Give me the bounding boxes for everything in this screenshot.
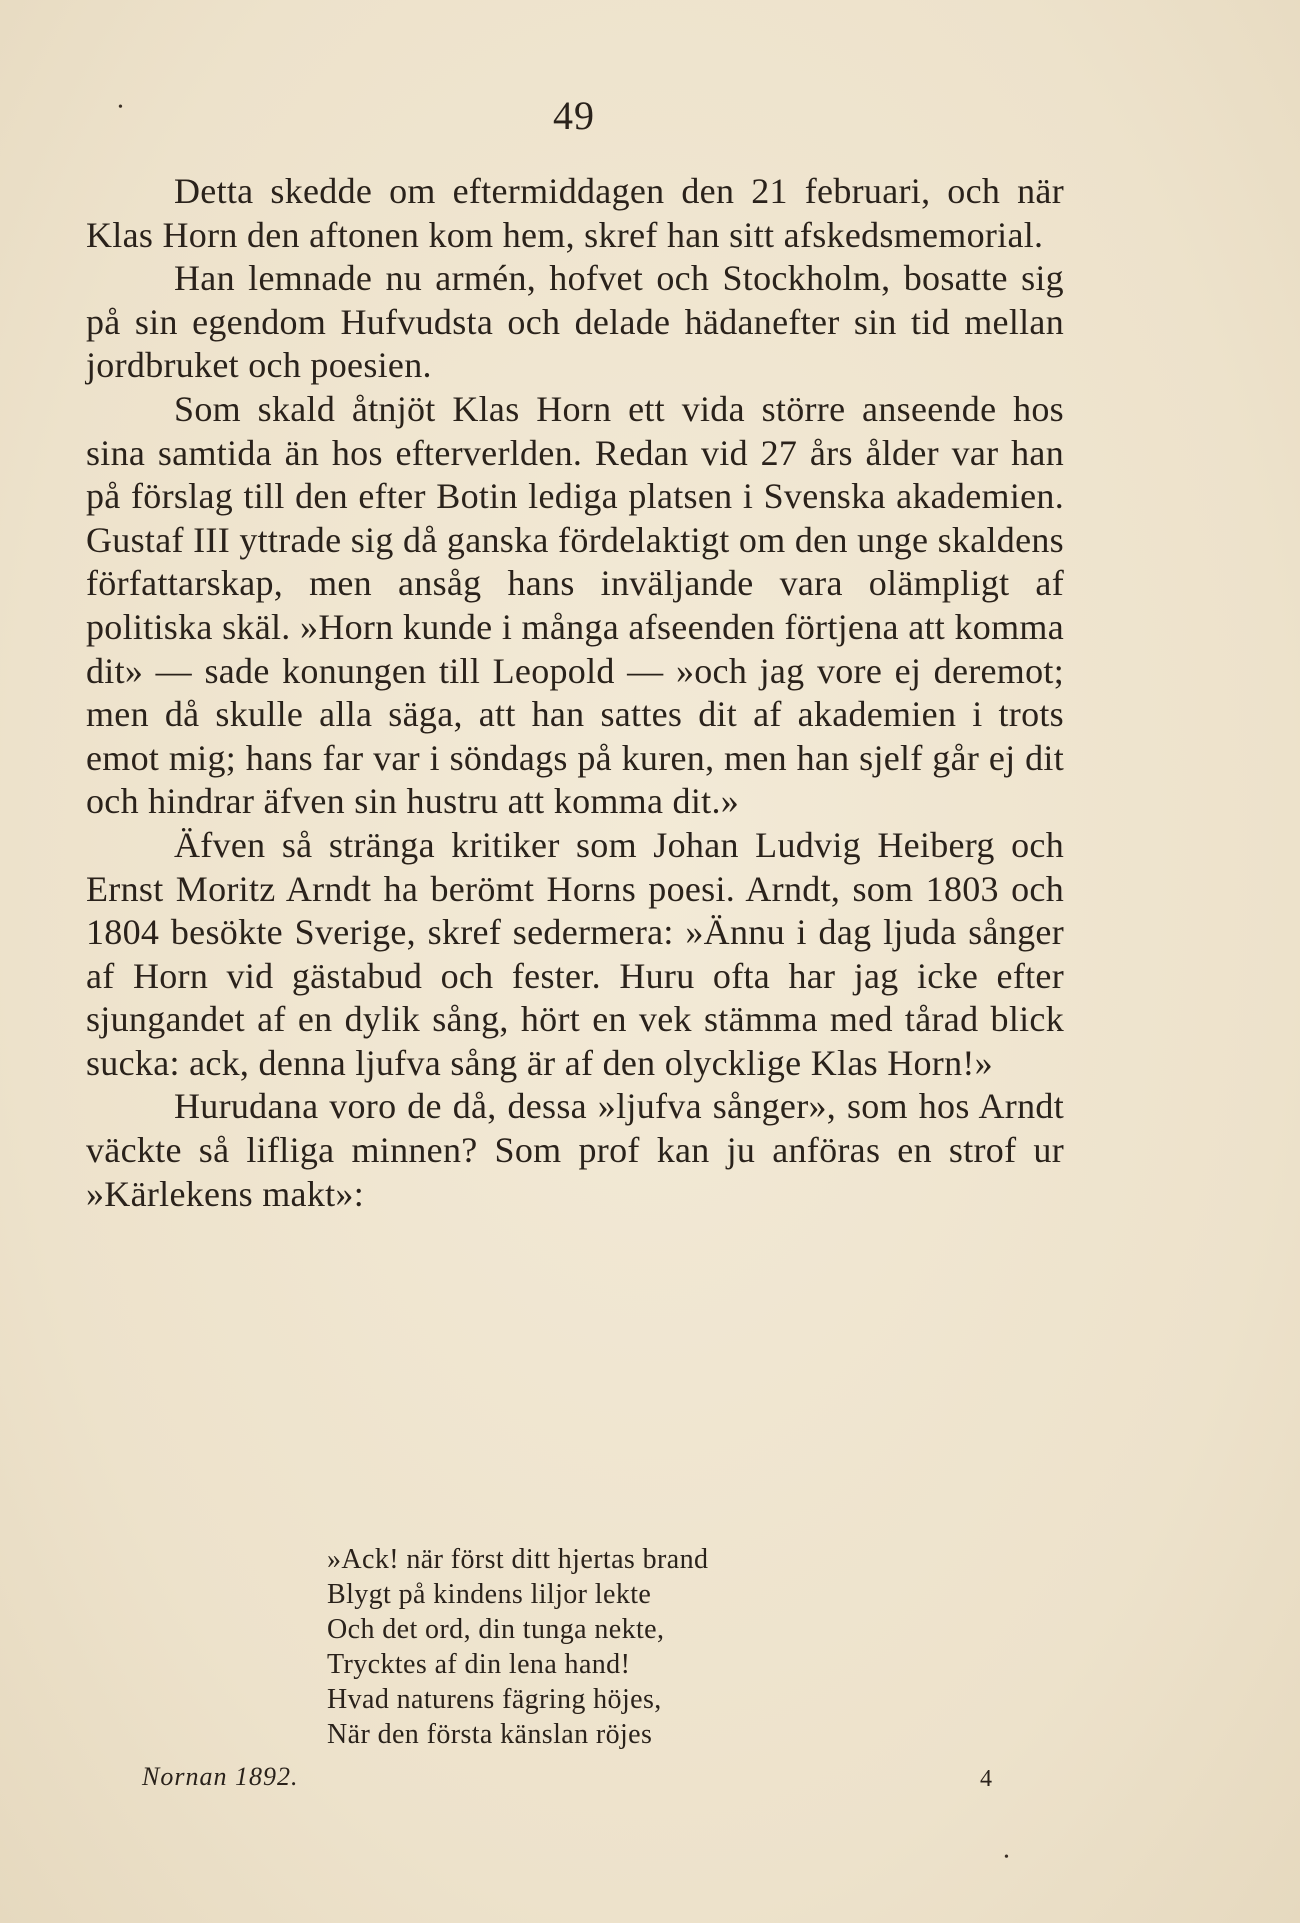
signature-mark: 4 (980, 1766, 992, 1792)
paragraph: Hurudana voro de då, dessa »ljufva sånger», som hos Arndt väckte så lifliga minnen? Som prof kan ju anföras en strof ur »Kärlekens makt»: (86, 1086, 1064, 1214)
page-number: 49 (553, 93, 595, 138)
print-mark: • (118, 100, 123, 115)
poem-line: När den första känslan röjes (327, 1719, 653, 1750)
poem-stanza (327, 1542, 708, 1752)
paragraph: Som skald åtnjöt Klas Horn ett vida större anseende hos sina samtida än hos efterverlden. Redan vid 27 års ålder var han på förslag till den efter Botin lediga platsen i Svenska akademien. Gustaf III yttrade sig då ganska fördelaktigt om den unge skaldens författarskap, men ansåg hans inväljande vara olämpligt af politiska skäl. »Horn kunde i många afseenden förtjena att komma dit» — sade konungen till Leopold — »och jag vore ej deremot; men då skulle alla säga, att han sattes dit af akademien i trots emot mig; hans far var i söndags på kuren, men han sjelf går ej dit och hindrar äfven sin hustru att komma dit.» (86, 388, 1064, 822)
poem-line: Blygt på kindens liljor lekte (327, 1579, 652, 1610)
poem-line: Och det ord, din tunga nekte, (327, 1614, 665, 1645)
poem-line: Hvad naturens fägring höjes, (327, 1684, 662, 1715)
poem-line: Trycktes af din lena hand! (327, 1649, 631, 1680)
body-text (86, 170, 1064, 1216)
paragraph: Detta skedde om eftermiddagen den 21 februari, och när Klas Horn den aftonen kom hem, skref han sitt afskedsmemorial. (86, 171, 1064, 255)
paragraph: Han lemnade nu armén, hofvet och Stockholm, bosatte sig på sin egendom Hufvudsta och delade hädanefter sin tid mellan jordbruket och poesien. (86, 258, 1064, 386)
print-mark: • (1004, 1850, 1009, 1865)
poem-line: »Ack! när först ditt hjertas brand (327, 1544, 709, 1575)
paragraph: Äfven så stränga kritiker som Johan Ludvig Heiberg och Ernst Moritz Arndt ha berömt Horns poesi. Arndt, som 1803 och 1804 besökte Sverige, skref sedermera: »Ännu i dag ljuda sånger af Horn vid gästabud och fester. Huru ofta har jag icke efter sjungandet af en dylik sång, hört en vek stämma med tårad blick sucka: ack, denna ljufva sång är af den olycklige Klas Horn!» (86, 824, 1064, 1083)
footer-source: Nornan 1892. (142, 1762, 299, 1791)
